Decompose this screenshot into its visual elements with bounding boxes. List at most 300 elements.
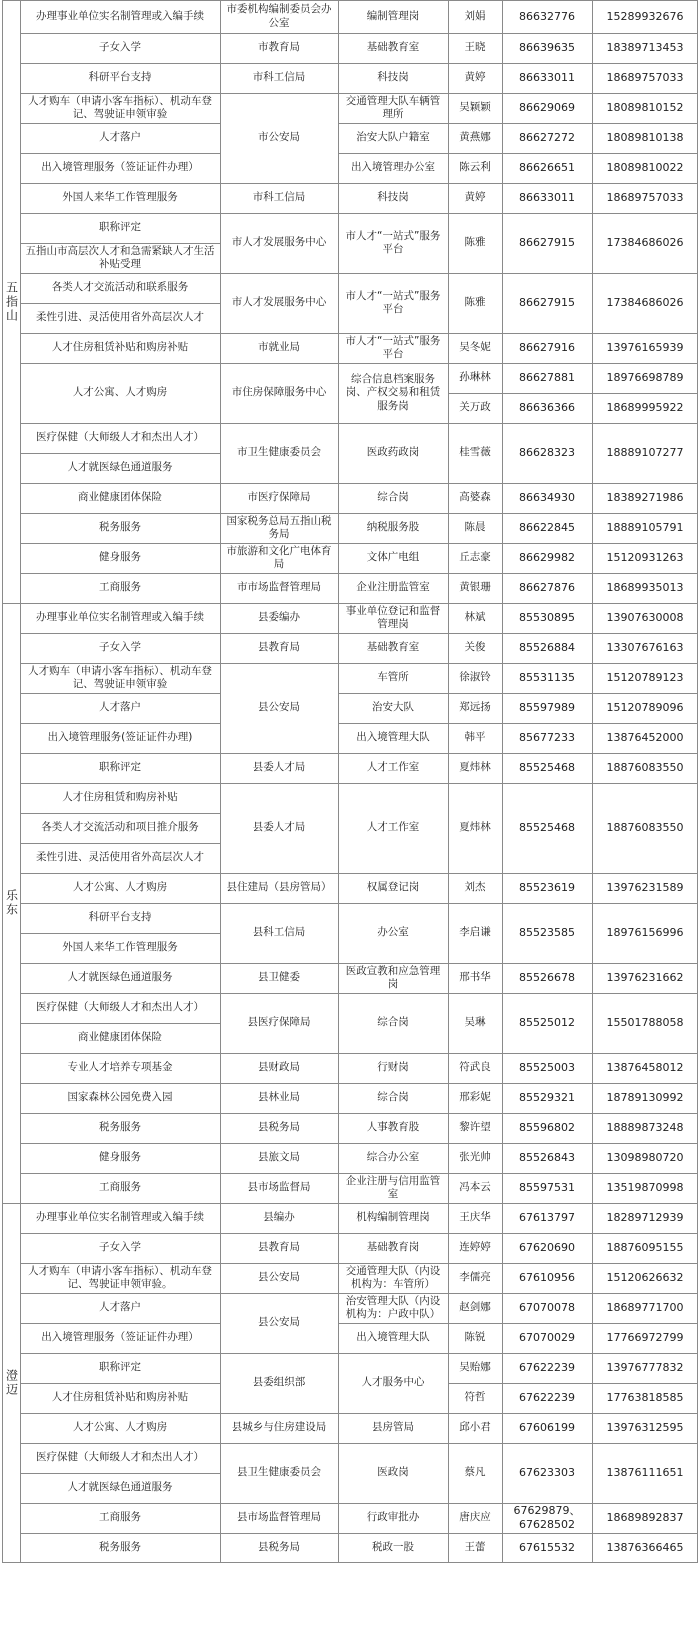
phone-cell: 85677233 (519, 731, 575, 745)
mobile-cell: 18876095155 (606, 1241, 684, 1255)
dept-cell: 县财政局 (258, 1061, 300, 1074)
contact-cell: 关俊 (464, 641, 486, 654)
post-cell: 企业注册监管室 (356, 581, 430, 594)
grid-line (592, 1293, 698, 1294)
contact-cell: 吴贻娜 (459, 1361, 491, 1374)
mobile-cell: 18089810152 (606, 101, 684, 115)
grid-line (448, 393, 449, 423)
contact-cell: 冯本云 (459, 1181, 491, 1194)
grid-line (338, 483, 339, 513)
grid-line (220, 1053, 221, 1083)
service-cell: 人才就医绿色通道服务 (67, 971, 173, 984)
grid-line (20, 783, 220, 784)
grid-line (20, 1473, 220, 1474)
grid-line (20, 903, 220, 904)
grid-line (220, 273, 338, 274)
grid-line (592, 1533, 593, 1563)
post-cell: 税政一股 (372, 1541, 414, 1554)
grid-line (502, 1383, 503, 1413)
grid-line (502, 873, 503, 903)
grid-line (220, 1533, 221, 1563)
dept-cell: 县市场监督局 (247, 1181, 311, 1194)
service-cell: 专业人才培养专项基金 (67, 1061, 173, 1074)
grid-line (20, 1503, 220, 1504)
post-cell: 医政宣教和应急管理岗 (345, 964, 441, 990)
phone-cell: 67070078 (519, 1301, 575, 1315)
grid-line (338, 723, 339, 753)
post-cell: 综合办公室 (366, 1151, 420, 1164)
grid-line (338, 1083, 339, 1113)
grid-line (448, 1263, 502, 1264)
grid-line (502, 1083, 503, 1113)
grid-line (20, 963, 220, 964)
post-cell: 出入境管理大队 (356, 1331, 430, 1344)
grid-line (338, 63, 339, 93)
grid-line (448, 573, 449, 603)
grid-line (448, 1443, 502, 1444)
dept-cell: 县市场监督管理局 (237, 1511, 321, 1524)
grid-line (592, 1443, 593, 1503)
grid-line (592, 1353, 593, 1383)
grid-line (592, 273, 593, 333)
grid-line (20, 243, 21, 273)
grid-line (220, 63, 338, 64)
grid-line (502, 123, 592, 124)
mobile-cell: 13519870998 (606, 1181, 684, 1195)
grid-line (338, 93, 339, 123)
grid-line (20, 933, 21, 963)
grid-line (220, 1173, 338, 1174)
grid-line (448, 1353, 449, 1383)
post-cell: 人才服务中心 (361, 1376, 425, 1389)
grid-line (502, 93, 592, 94)
grid-line (592, 753, 698, 754)
grid-line (20, 153, 21, 183)
grid-line (502, 903, 592, 904)
phone-cell: 85525012 (519, 1016, 575, 1030)
dept-cell: 县公安局 (258, 701, 300, 714)
grid-line (20, 273, 21, 303)
grid-line (448, 1083, 449, 1113)
grid-line (220, 273, 221, 333)
grid-line (448, 333, 449, 363)
grid-line (20, 213, 21, 243)
grid-line (220, 1533, 338, 1534)
service-cell: 人才公寓、人才购房 (72, 386, 168, 399)
grid-line (592, 1503, 593, 1533)
dept-cell: 市医疗保障局 (247, 491, 311, 504)
grid-line (448, 723, 502, 724)
phone-cell: 85530895 (519, 611, 575, 625)
grid-line (502, 273, 503, 333)
grid-line (592, 783, 698, 784)
grid-line (20, 603, 21, 633)
service-cell: 医疗保健（大师级人才和杰出人才） (36, 431, 204, 444)
phone-cell: 86627915 (519, 236, 575, 250)
grid-line (20, 1413, 220, 1414)
contact-cell: 吴琳 (464, 1016, 486, 1029)
region-chengmai (2, 1203, 20, 1563)
grid-line (20, 843, 21, 873)
contact-cell: 王蕾 (464, 1541, 486, 1554)
grid-line (338, 1353, 448, 1354)
grid-line (448, 63, 502, 64)
grid-line (20, 1413, 21, 1443)
post-cell: 市人才“一站式”服务平台 (345, 289, 441, 315)
grid-line (220, 963, 221, 993)
mobile-cell: 13876366465 (606, 1541, 684, 1555)
mobile-cell: 18689757033 (606, 191, 684, 205)
mobile-cell: 15120931263 (606, 551, 684, 565)
grid-line (592, 1173, 698, 1174)
grid-line (338, 1293, 339, 1323)
phone-cell: 86627915 (519, 296, 575, 310)
phone-cell: 86627876 (519, 581, 575, 595)
grid-line (220, 483, 221, 513)
grid-line (592, 333, 593, 363)
contact-cell: 唐庆应 (459, 1511, 491, 1524)
grid-line (20, 153, 220, 154)
mobile-cell: 13098980720 (606, 1151, 684, 1165)
service-cell: 人才住房租赁补贴和购房补贴 (51, 1391, 189, 1404)
grid-line (502, 1323, 592, 1324)
contact-cell: 林斌 (464, 611, 486, 624)
dept-cell: 县委人才局 (252, 821, 306, 834)
grid-line (502, 483, 503, 513)
grid-line (592, 63, 593, 93)
grid-line (220, 1413, 221, 1443)
grid-line (448, 1233, 449, 1263)
grid-line (220, 1113, 221, 1143)
grid-line (592, 333, 698, 334)
service-cell: 科研平台支持 (88, 71, 152, 84)
grid-line (338, 1113, 339, 1143)
grid-line (20, 573, 21, 603)
contact-cell: 陈晨 (464, 521, 486, 534)
grid-line (502, 1053, 503, 1083)
grid-line (502, 1143, 503, 1173)
dept-cell: 市教育局 (258, 41, 300, 54)
grid-line (448, 393, 502, 394)
mobile-cell: 13976231589 (606, 881, 684, 895)
grid-line (220, 633, 338, 634)
grid-line (502, 1353, 503, 1383)
contact-cell: 刘杰 (464, 881, 486, 894)
grid-line (697, 0, 698, 1563)
post-cell: 企业注册与信用监管室 (345, 1174, 441, 1200)
grid-line (220, 1503, 338, 1504)
grid-line (2, 0, 3, 603)
grid-line (20, 483, 21, 513)
contact-cell: 李儒亮 (459, 1271, 491, 1284)
grid-line (502, 993, 503, 1053)
grid-line (448, 1083, 502, 1084)
grid-line (20, 873, 21, 903)
phone-cell: 85529321 (519, 1091, 575, 1105)
grid-line (20, 513, 21, 543)
phone-cell: 86627881 (519, 371, 575, 385)
contact-cell: 关万政 (459, 401, 491, 414)
mobile-cell: 18876083550 (606, 821, 684, 835)
grid-line (448, 1053, 502, 1054)
grid-line (20, 33, 220, 34)
grid-line (592, 93, 593, 123)
grid-line (20, 1323, 220, 1324)
grid-line (592, 633, 698, 634)
grid-line (20, 1113, 21, 1143)
mobile-cell: 17384686026 (606, 236, 684, 250)
grid-line (20, 63, 220, 64)
dept-cell: 县城乡与住房建设局 (231, 1421, 327, 1434)
post-cell: 机构编制管理岗 (356, 1211, 430, 1224)
service-cell: 人才公寓、人才购房 (72, 1421, 168, 1434)
grid-line (220, 603, 338, 604)
grid-line (448, 1203, 502, 1204)
grid-line (220, 993, 338, 994)
grid-line (338, 1053, 448, 1054)
service-cell: 办理事业单位实名制管理或入编手续 (36, 611, 204, 624)
service-cell: 职称评定 (99, 221, 141, 234)
grid-line (448, 1293, 502, 1294)
grid-line (220, 93, 221, 183)
dept-cell: 县公安局 (258, 1271, 300, 1284)
post-cell: 科技岗 (377, 71, 409, 84)
mobile-cell: 13876452000 (606, 731, 684, 745)
grid-line (592, 363, 593, 393)
grid-line (220, 483, 338, 484)
grid-line (502, 1383, 592, 1384)
contact-cell: 黄婷 (464, 71, 486, 84)
service-cell: 人才住房租赁和购房补贴 (62, 791, 178, 804)
grid-line (338, 723, 448, 724)
contact-cell: 连婷婷 (459, 1241, 491, 1254)
grid-line (502, 1173, 503, 1203)
grid-line (20, 693, 220, 694)
grid-line (20, 1053, 21, 1083)
grid-line (338, 1173, 339, 1203)
phone-cell: 86633011 (519, 191, 575, 205)
grid-line (448, 663, 502, 664)
grid-line (502, 153, 592, 154)
grid-line (220, 423, 338, 424)
grid-line (592, 1173, 593, 1203)
grid-line (220, 573, 221, 603)
grid-line (592, 0, 698, 1)
grid-line (20, 933, 220, 934)
grid-line (338, 0, 339, 33)
grid-line (338, 63, 448, 64)
grid-line (448, 543, 449, 573)
grid-line (20, 1503, 21, 1533)
grid-line (20, 303, 220, 304)
phone-cell: 85525468 (519, 761, 575, 775)
contact-cell: 张光帅 (459, 1151, 491, 1164)
service-cell: 出入境管理服务（签证证件办理） (41, 161, 199, 174)
grid-line (448, 783, 449, 873)
phone-cell: 86636366 (519, 401, 575, 415)
grid-line (220, 1413, 338, 1414)
mobile-cell: 18689892837 (606, 1511, 684, 1525)
grid-line (592, 1083, 698, 1084)
grid-line (338, 1233, 448, 1234)
grid-line (448, 693, 449, 723)
service-cell: 子女入学 (99, 641, 141, 654)
grid-line (338, 1353, 339, 1413)
phone-cell: 86634930 (519, 491, 575, 505)
grid-line (20, 903, 21, 933)
contact-cell: 陈雅 (464, 296, 486, 309)
grid-line (338, 573, 339, 603)
grid-line (592, 753, 593, 783)
grid-line (338, 873, 448, 874)
region-label: 乐东 (4, 889, 19, 917)
contact-cell: 陈锐 (464, 1331, 486, 1344)
grid-line (220, 873, 221, 903)
grid-line (20, 1473, 21, 1503)
post-cell: 综合岗 (377, 1016, 409, 1029)
dept-cell: 县教育局 (258, 641, 300, 654)
phone-cell: 67615532 (519, 1541, 575, 1555)
grid-line (20, 303, 21, 333)
contact-cell: 高婆森 (459, 491, 491, 504)
grid-line (20, 1113, 220, 1114)
grid-line (20, 843, 220, 844)
contact-cell: 陈云利 (459, 161, 491, 174)
grid-line (502, 1143, 592, 1144)
post-cell: 事业单位登记和监督管理岗 (345, 604, 441, 630)
grid-line (220, 1293, 221, 1353)
phone-cell: 85526678 (519, 971, 575, 985)
grid-line (338, 513, 339, 543)
grid-line (502, 423, 503, 483)
grid-line (592, 723, 593, 753)
grid-line (448, 873, 449, 903)
contact-cell: 王晓 (464, 41, 486, 54)
grid-line (220, 783, 221, 873)
phone-cell: 67606199 (519, 1421, 575, 1435)
grid-line (502, 1263, 592, 1264)
grid-line (220, 1443, 221, 1503)
grid-line (20, 0, 220, 1)
service-cell: 税务服务 (99, 1541, 141, 1554)
grid-line (502, 1353, 592, 1354)
grid-line (20, 543, 220, 544)
grid-line (502, 903, 503, 963)
grid-line (338, 1443, 448, 1444)
dept-cell: 县科工信局 (252, 926, 306, 939)
phone-cell: 86622845 (519, 521, 575, 535)
grid-line (592, 1323, 698, 1324)
grid-line (338, 363, 448, 364)
grid-line (448, 783, 502, 784)
grid-line (20, 93, 220, 94)
grid-line (592, 393, 593, 423)
grid-line (220, 93, 338, 94)
grid-line (448, 543, 502, 544)
grid-line (20, 873, 220, 874)
grid-line (20, 183, 220, 184)
grid-line (448, 1383, 449, 1413)
grid-line (448, 483, 502, 484)
grid-line (592, 963, 698, 964)
service-cell: 各类人才交流活动和项目推介服务 (41, 821, 199, 834)
mobile-cell: 13307676163 (606, 641, 684, 655)
grid-line (592, 1323, 593, 1353)
grid-line (338, 213, 448, 214)
contact-cell: 陈雅 (464, 236, 486, 249)
grid-line (502, 1113, 503, 1143)
contact-table (2, 0, 698, 1635)
service-cell: 外国人来华工作管理服务 (62, 191, 178, 204)
grid-line (502, 1233, 503, 1263)
phone-cell: 67610956 (519, 1271, 575, 1285)
phone-cell: 85526884 (519, 641, 575, 655)
post-cell: 纳税服务股 (366, 521, 420, 534)
grid-line (338, 693, 448, 694)
phone-cell: 86632776 (519, 9, 575, 23)
grid-line (502, 723, 592, 724)
grid-line (20, 693, 21, 723)
grid-line (338, 1113, 448, 1114)
grid-line (502, 1203, 592, 1204)
mobile-cell: 18889873248 (606, 1121, 684, 1135)
grid-line (448, 1053, 449, 1083)
post-cell: 交通管理大队车辆管理所 (345, 94, 441, 120)
phone-cell: 86629069 (519, 101, 575, 115)
grid-line (502, 783, 503, 873)
grid-line (338, 93, 448, 94)
grid-line (338, 753, 339, 783)
phone-cell: 86633011 (519, 71, 575, 85)
grid-line (502, 663, 503, 693)
post-cell: 车管所 (377, 671, 409, 684)
grid-line (448, 603, 449, 633)
grid-line (502, 273, 592, 274)
service-cell: 职称评定 (99, 761, 141, 774)
grid-line (20, 1533, 220, 1534)
grid-line (2, 0, 20, 1)
grid-line (448, 183, 449, 213)
grid-line (592, 693, 593, 723)
post-cell: 行财岗 (377, 1061, 409, 1074)
grid-line (338, 603, 448, 604)
grid-line (220, 663, 338, 664)
service-cell: 工商服务 (99, 1511, 141, 1524)
service-cell: 商业健康团体保险 (78, 491, 162, 504)
post-cell: 交通管理大队（内设机构为：车管所） (345, 1264, 441, 1290)
service-cell: 人才购车（申请小客车指标）、机动车登记、驾驶证申领审验。 (28, 1264, 212, 1290)
grid-line (338, 1173, 448, 1174)
grid-line (502, 1443, 503, 1503)
grid-line (448, 483, 449, 513)
phone-cell: 67613797 (519, 1211, 575, 1225)
grid-line (20, 603, 220, 604)
mobile-cell: 18689935013 (606, 581, 684, 595)
grid-line (338, 1413, 448, 1414)
post-cell: 办公室 (377, 926, 409, 939)
grid-line (20, 1263, 220, 1264)
grid-line (592, 543, 698, 544)
grid-line (448, 1113, 502, 1114)
grid-line (338, 963, 339, 993)
post-cell: 科技岗 (377, 191, 409, 204)
grid-line (592, 183, 593, 213)
grid-line (20, 573, 220, 574)
grid-line (592, 213, 593, 273)
mobile-cell: 18089810138 (606, 131, 684, 145)
grid-line (220, 0, 221, 33)
grid-line (448, 123, 502, 124)
